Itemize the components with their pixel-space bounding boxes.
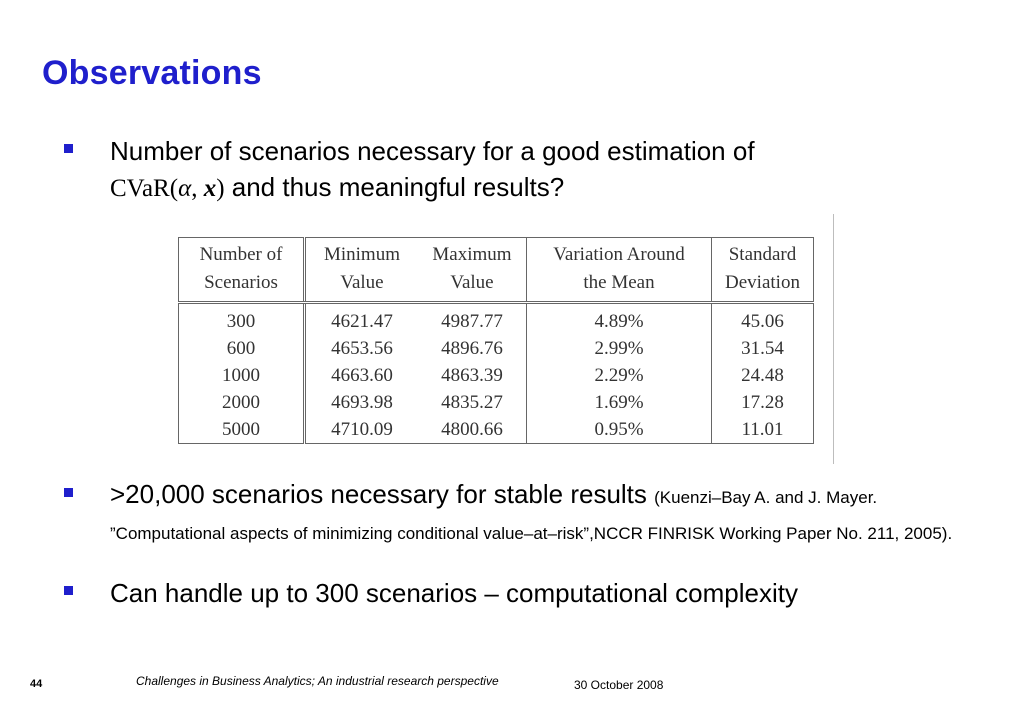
bullet-marker [64, 488, 73, 497]
cell-min: 4653.56 [305, 335, 419, 362]
header-scenarios: Number of Scenarios [179, 238, 305, 303]
footer-date: 30 October 2008 [574, 678, 664, 692]
cell-variation: 4.89% [527, 303, 712, 336]
header-stddev: Standard Deviation [712, 238, 814, 303]
bullet-1 [110, 133, 970, 207]
bullet-marker [64, 144, 73, 153]
bullet-1-text-after: and thus meaningful results? [224, 172, 565, 202]
bullet-3 [110, 575, 970, 611]
cell-scenarios: 2000 [179, 389, 305, 416]
cvar-formula [110, 175, 225, 202]
cell-scenarios: 5000 [179, 416, 305, 444]
cell-stddev: 45.06 [712, 303, 814, 336]
header-variation: Variation Around the Mean [527, 238, 712, 303]
cell-scenarios: 1000 [179, 362, 305, 389]
table-header-row [179, 238, 814, 303]
table-row [179, 416, 814, 444]
cell-scenarios: 600 [179, 335, 305, 362]
cell-stddev: 31.54 [712, 335, 814, 362]
cell-max: 4800.66 [418, 416, 527, 444]
header-max: Maximum Value [418, 238, 527, 303]
cvar-alpha: α [178, 175, 192, 202]
cvar-sep: , [191, 175, 204, 202]
bullet-2-text: >20,000 scenarios necessary for stable results [110, 479, 655, 509]
page-number: 44 [30, 678, 43, 690]
cell-scenarios: 300 [179, 303, 305, 336]
slide-title: Observations [42, 54, 262, 92]
cell-variation: 0.95% [527, 416, 712, 444]
table-row [179, 362, 814, 389]
table-row [179, 303, 814, 336]
cvar-x: x [203, 175, 217, 202]
cell-min: 4621.47 [305, 303, 419, 336]
cell-min: 4710.09 [305, 416, 419, 444]
cell-stddev: 11.01 [712, 416, 814, 444]
scenario-table [178, 237, 814, 444]
cell-min: 4663.60 [305, 362, 419, 389]
cell-max: 4835.27 [441, 392, 503, 413]
cell-min: 4693.98 [305, 389, 419, 416]
header-min: Minimum Value [305, 238, 419, 303]
cell-stddev: 24.48 [712, 362, 814, 389]
cell-variation: 1.69% [527, 389, 712, 416]
bullet-3-text: Can handle up to 300 scenarios – computational complexity [110, 578, 798, 608]
bullet-2 [110, 476, 960, 548]
cell-max: 4863.39 [441, 365, 503, 386]
table-row [179, 389, 814, 416]
cell-stddev: 17.28 [712, 389, 814, 416]
cell-max: 4896.76 [441, 338, 503, 359]
bullet-2-reference: (Kuenzi–Bay A. and J. Mayer. ”Computational aspects of minimizing conditional value–at–risk”,NCCR FINRISK Working Paper No. 211, 2005). [110, 488, 953, 543]
bullet-1-text: Number of scenarios necessary for a good estimation of [110, 136, 755, 166]
cvar-close: ) [216, 175, 225, 202]
cell-variation: 2.29% [527, 362, 712, 389]
cell-variation: 2.99% [527, 335, 712, 362]
cell-max: 4987.77 [441, 311, 503, 332]
bullet-marker [64, 586, 73, 595]
cvar-fn: CVaR( [110, 175, 179, 202]
footer-title: Challenges in Business Analytics; An industrial research perspective [136, 674, 499, 688]
table-row [179, 335, 814, 362]
vertical-divider [833, 214, 834, 464]
